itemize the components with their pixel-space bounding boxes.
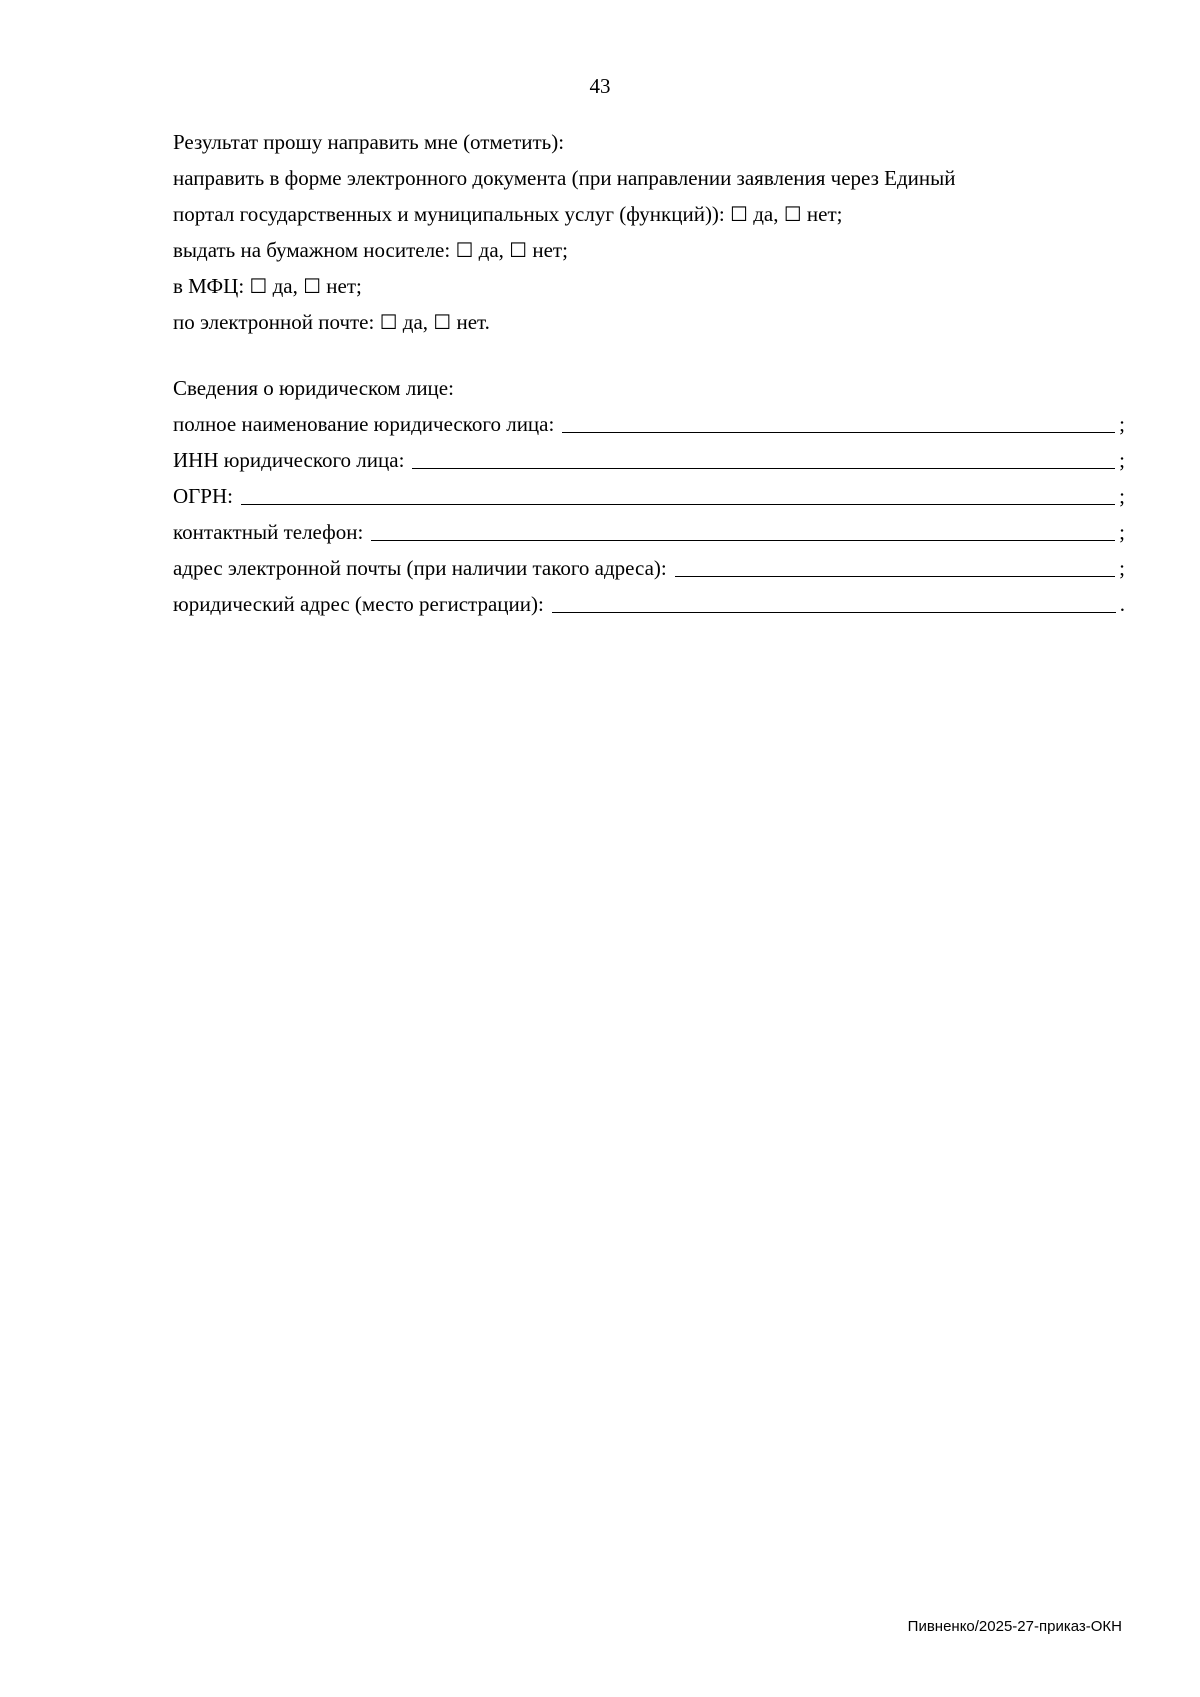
punctuation: ;	[1119, 556, 1125, 580]
punctuation: .	[1119, 592, 1125, 616]
no-label: нет	[321, 274, 357, 298]
yes-label: да,	[267, 274, 298, 298]
result-option-mfc	[173, 268, 1125, 304]
checkbox-paper-no[interactable]: ☐	[509, 238, 528, 262]
ogrn-blank-line[interactable]	[241, 482, 1115, 505]
no-label: нет	[801, 202, 837, 226]
field-label: адрес электронной почты (при наличии такого адреса):	[173, 556, 667, 580]
punctuation: .	[484, 310, 490, 334]
punctuation: ;	[836, 202, 843, 226]
field-label: полное наименование юридического лица:	[173, 412, 555, 436]
result-option-mfc-label: в МФЦ:	[173, 274, 245, 298]
punctuation: ;	[1119, 520, 1125, 544]
result-option-electronic	[173, 196, 1125, 232]
inn-blank-line[interactable]	[412, 446, 1115, 469]
field-label: ИНН юридического лица:	[173, 448, 405, 472]
checkbox-mfc-yes[interactable]: ☐	[249, 274, 268, 298]
checkbox-electronic-no[interactable]: ☐	[783, 202, 802, 226]
punctuation: ;	[1119, 412, 1125, 436]
field-email	[173, 550, 1125, 586]
email-blank-line[interactable]	[675, 554, 1115, 577]
checkbox-electronic-yes[interactable]: ☐	[730, 202, 748, 226]
footer-document-id: Пивненко/2025-27-приказ-ОКН	[907, 1618, 1122, 1635]
field-label: ОГРН:	[173, 484, 233, 508]
yes-label: да,	[747, 202, 779, 226]
result-option-paper	[173, 232, 1125, 268]
result-heading: Результат прошу направить мне (отметить):	[173, 130, 565, 154]
result-option-email-label: по электронной почте:	[173, 310, 375, 334]
no-label: нет	[527, 238, 563, 262]
result-option-electronic-label: портал государственных и муниципальных услуг (функций)):	[173, 202, 725, 226]
yes-label: да,	[397, 310, 429, 334]
legal-address-blank-line[interactable]	[552, 590, 1116, 613]
field-label: контактный телефон:	[173, 520, 364, 544]
result-option-paper-label: выдать на бумажном носителе:	[173, 238, 451, 262]
page-number: 43	[589, 74, 611, 98]
document-body	[173, 124, 1125, 622]
field-label: юридический адрес (место регистрации):	[173, 592, 544, 616]
checkbox-mfc-no[interactable]: ☐	[303, 274, 322, 298]
field-legal-address	[173, 586, 1125, 622]
punctuation: ;	[1119, 448, 1125, 472]
checkbox-email-yes[interactable]: ☐	[379, 310, 398, 334]
punctuation: ;	[1119, 484, 1125, 508]
field-full-name	[173, 406, 1125, 442]
result-option-electronic-line1: направить в форме электронного документа (при направлении заявления через Единый	[173, 166, 956, 190]
checkbox-email-no[interactable]: ☐	[433, 310, 452, 334]
punctuation: ;	[356, 274, 362, 298]
no-label: нет	[451, 310, 485, 334]
punctuation: ;	[562, 238, 568, 262]
field-inn	[173, 442, 1125, 478]
legal-entity-heading: Сведения о юридическом лице:	[173, 376, 454, 400]
phone-blank-line[interactable]	[371, 518, 1115, 541]
checkbox-paper-yes[interactable]: ☐	[455, 238, 474, 262]
field-ogrn	[173, 478, 1125, 514]
result-option-email	[173, 304, 1125, 340]
yes-label: да,	[473, 238, 504, 262]
field-phone	[173, 514, 1125, 550]
full-name-blank-line[interactable]	[562, 410, 1115, 433]
